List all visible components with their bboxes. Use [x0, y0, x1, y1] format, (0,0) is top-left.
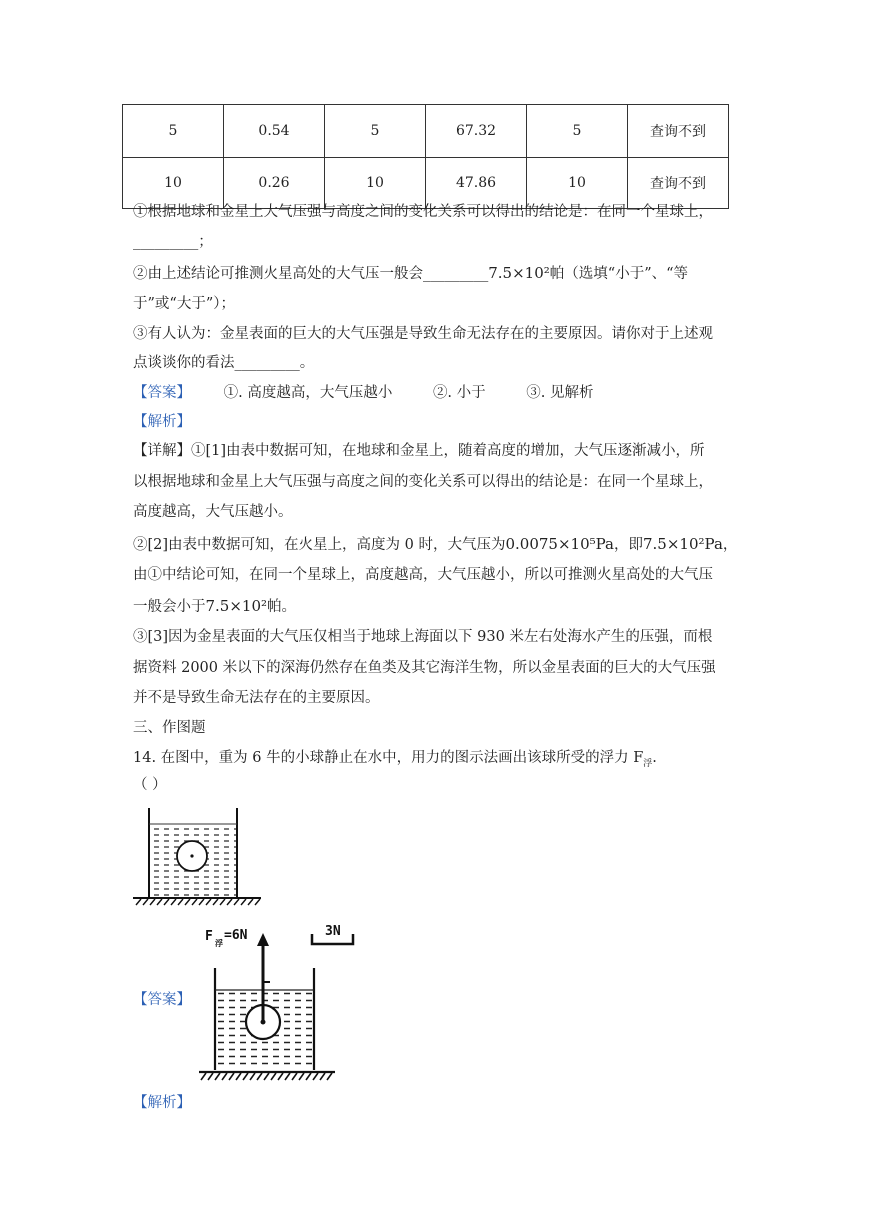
detail-p1-line2: 以根据地球和金星上大气压强与高度之间的变化关系可以得出的结论是：在同一个星球上，	[133, 474, 713, 490]
table-cell: 5	[527, 105, 628, 158]
ball-center	[190, 854, 193, 857]
answer-label: 【答案】	[133, 385, 191, 401]
table-row	[123, 158, 729, 209]
detail-p1-line1: 【详解】①[1]由表中数据可知，在地球和金星上，随着高度的增加，大气压逐渐减小，所	[133, 443, 705, 459]
detail-text: ②[2]由表中数据可知，在火星上，高度为 0 时，大气压为	[133, 537, 506, 553]
force-subscript: 浮	[215, 939, 223, 948]
section-heading: 三、作图题	[133, 720, 206, 736]
question-14-end: .	[652, 750, 657, 766]
subscript: 浮	[643, 758, 653, 769]
question-1-line1: ①根据地球和金星上大气压强与高度之间的变化关系可以得出的结论是：在同一个星球上，	[133, 204, 713, 220]
ground-hatching	[136, 899, 260, 905]
detail-text: ，	[722, 537, 738, 553]
detail-text: 一般会小于	[133, 599, 206, 615]
detail-text: 帕。	[267, 599, 297, 615]
analysis-label-2: 【解析】	[133, 1095, 191, 1111]
answer-blank: （ ）	[133, 777, 167, 793]
detail-text: ，即	[614, 537, 643, 553]
table-row	[123, 105, 729, 158]
math-expression: 0.0075×10⁵Pa	[505, 535, 614, 553]
question-14	[133, 748, 657, 774]
table-cell: 10	[527, 158, 628, 209]
table-cell: 0.26	[224, 158, 325, 209]
table-cell: 0.54	[224, 105, 325, 158]
question-1-blank: _________；	[133, 234, 213, 250]
analysis-label: 【解析】	[133, 414, 191, 430]
question-2-line1	[133, 263, 688, 284]
answer-2: ②. 小于	[432, 385, 486, 401]
table-cell: 67.32	[426, 105, 527, 158]
question-3-line2: 点谈谈你的看法_________。	[133, 355, 315, 371]
detail-p3-line3: 并不是导致生命无法存在的主要原因。	[133, 690, 380, 706]
answer-row	[133, 383, 593, 403]
answer-figure	[195, 920, 365, 1082]
ground-hatching	[201, 1073, 332, 1080]
force-label: F	[205, 929, 213, 944]
answer-label-2: 【答案】	[133, 992, 191, 1008]
force-arrow-head	[257, 933, 269, 946]
table-cell: 查询不到	[628, 158, 729, 209]
detail-p3-line1: ③[3]因为金星表面的大气压仅相当于地球上海面以下 930 米左右处海水产生的压强，而根	[133, 629, 713, 645]
detail-p2-line3	[133, 596, 296, 617]
question-2-line2: 于”或“大于”）；	[133, 296, 235, 312]
table-cell: 10	[325, 158, 426, 209]
detail-p2-line1	[133, 534, 737, 555]
force-value: =6N	[224, 928, 248, 943]
math-expression: 7.5×10²	[488, 264, 550, 282]
question-2-prefix: ②由上述结论可推测火星高处的大气压一般会_________	[133, 266, 489, 282]
answer-3: ③. 见解析	[526, 385, 594, 401]
data-table	[122, 104, 729, 209]
question-3-line1: ③有人认为：金星表面的巨大的大气压强是导致生命无法存在的主要原因。请你对于上述观	[133, 326, 713, 342]
table-cell: 5	[123, 105, 224, 158]
detail-p1-line3: 高度越高，大气压越小。	[133, 504, 293, 520]
detail-p2-line2: 由①中结论可知，在同一个星球上，高度越高，大气压越小，所以可推测火星高处的大气压	[133, 567, 713, 583]
table-cell: 10	[123, 158, 224, 209]
math-expression: 7.5×10²Pa	[643, 535, 723, 553]
question-2-suffix: 帕（选填“小于”、“等	[549, 266, 689, 282]
scale-label: 3N	[325, 924, 341, 939]
question-14-text: 14. 在图中，重为 6 牛的小球静止在水中，用力的图示法画出该球所受的浮力 F	[133, 750, 644, 766]
table-cell: 查询不到	[628, 105, 729, 158]
answer-1: ①. 高度越高，大气压越小	[223, 385, 393, 401]
detail-p3-line2: 据资料 2000 米以下的深海仍然存在鱼类及其它海洋生物，所以金星表面的巨大的大气压强	[133, 660, 716, 676]
math-expression: 7.5×10²	[205, 597, 268, 615]
table-cell: 47.86	[426, 158, 527, 209]
table-cell: 5	[325, 105, 426, 158]
question-figure	[133, 808, 263, 910]
